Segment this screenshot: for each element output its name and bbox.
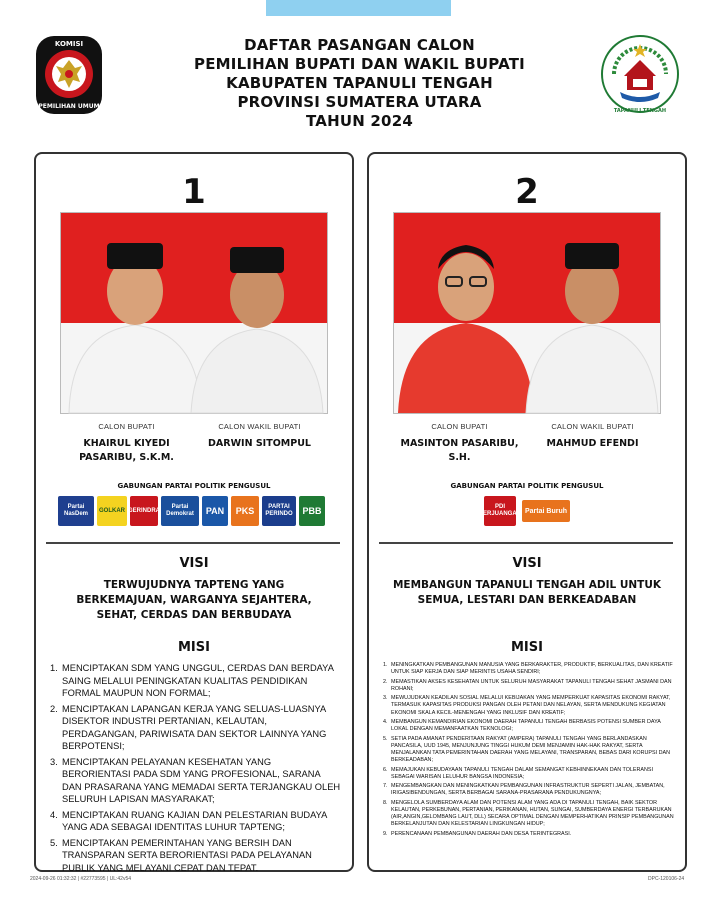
misi-list xyxy=(50,662,342,877)
visi-line-2: SEMUA, LESTARI DAN BERKEADABAN xyxy=(417,594,637,606)
misi-item-text: MENCIPTAKAN PEMERINTAHAN YANG BERSIH DAN TRANSPARAN SERTA BERORIENTASI PADA PELAYANAN PUBLIK YANG MELAYANI CEPAT DAN TEPAT. xyxy=(62,837,312,873)
bupati-role: CALON BUPATI xyxy=(431,422,488,431)
misi-title: MISI xyxy=(511,640,543,655)
page-header xyxy=(0,36,719,131)
visi-line-1: TERWUJUDNYA TAPTENG YANG xyxy=(103,579,285,591)
wakil-role: CALON WAKIL BUPATI xyxy=(218,422,301,431)
party-logos xyxy=(391,496,663,526)
misi-item-text: MENINGKATKAN PEMBANGUNAN MANUSIA YANG BERKARAKTER, PRODUKTIF, BERKUALITAS, DAN KREATIF UNTUK SIAP KERJA DAN SIAP MERINTIS USAHA SENDIRI; xyxy=(391,662,673,676)
header-line-3: KABUPATEN TAPANULI TENGAH xyxy=(226,74,493,92)
header-line-2: PEMILIHAN BUPATI DAN WAKIL BUPATI xyxy=(194,55,525,73)
candidate-number: 1 xyxy=(182,172,206,212)
party-logo-pan: PAN xyxy=(202,496,228,526)
misi-item-number: 1. xyxy=(50,663,58,673)
misi-item-text: PERENCANAAN PEMBANGUNAN DAERAH DAN DESA TERINTEGRASI. xyxy=(391,830,572,837)
party-logo-nasdem: Partai NasDem xyxy=(58,496,94,526)
misi-list xyxy=(383,662,675,840)
party-logo-perindo: PARTAI PERINDO xyxy=(262,496,296,526)
misi-item-number: 4. xyxy=(50,809,58,820)
wakil-name xyxy=(193,437,326,451)
candidate-number: 2 xyxy=(515,172,539,212)
section-divider xyxy=(46,542,340,544)
party-logo-pks: PKS xyxy=(231,496,259,526)
candidate-photo xyxy=(60,212,328,414)
candidate-card-2 xyxy=(367,152,687,872)
visi-line-1: MEMBANGUN TAPANULI TENGAH ADIL UNTUK xyxy=(392,579,662,591)
misi-item xyxy=(50,756,342,806)
wakil-column xyxy=(526,422,659,465)
footer-left-code: 2024-09-26 01:32:32 | #22773595 | UL:42v54 xyxy=(30,876,132,882)
misi-item-text: MEMAJUKAN KEBUDAYAAN TAPANULI TENGAH DALAM SEMANGAT KEBHINNEKAAN DAN TOLERANSI SEBAGAI WARISAN LELUHUR BANGSA INDONESIA; xyxy=(391,766,654,780)
candidate-names xyxy=(60,422,326,465)
misi-item xyxy=(50,837,342,875)
misi-item-number: 9. xyxy=(383,830,388,837)
visi-title: VISI xyxy=(179,556,209,571)
party-logo-buruh: Partai Buruh xyxy=(522,500,570,522)
misi-item xyxy=(383,695,675,717)
misi-item xyxy=(383,736,675,765)
misi-item-number: 5. xyxy=(383,735,388,742)
misi-item-text: MENGEMBANGKAN DAN MENINGKATKAN PEMBANGUNAN INFRASTRUKTUR SEPERTI JALAN, JEMBATAN, IRIGASIBENDUNGAN, SERTA BERBAGAI SARANA-PRASARANA PENDUKUNGNYA; xyxy=(391,783,665,797)
section-divider xyxy=(379,542,673,544)
misi-item-text: MENCIPTAKAN SDM YANG UNGGUL, CERDAS DAN BERDAYA SAING MELALUI PENINGKATAN KUALITAS PENDIDIKAN FORMAL MAUPUN NON FORMAL; xyxy=(62,663,334,698)
bupati-name-line-2: S.H. xyxy=(448,452,471,463)
candidate-card-1 xyxy=(34,152,354,872)
bupati-name xyxy=(393,437,526,465)
visi-line-3: SEHAT, CERDAS DAN BERBUDAYA xyxy=(96,609,292,621)
bupati-name-line-1: KHAIRUL KIYEDI xyxy=(83,438,170,449)
misi-item xyxy=(383,662,675,676)
party-logo-gerindra: GERINDRA xyxy=(130,496,158,526)
header-line-4: PROVINSI SUMATERA UTARA xyxy=(237,93,482,111)
wakil-name xyxy=(526,437,659,451)
visi-title: VISI xyxy=(512,556,542,571)
misi-item-number: 3. xyxy=(383,695,388,702)
misi-item-number: 6. xyxy=(383,766,388,773)
misi-item xyxy=(383,767,675,781)
bupati-column xyxy=(60,422,193,465)
party-logos xyxy=(58,496,330,526)
misi-item-text: MENGELOLA SUMBERDAYA ALAM DAN POTENSI ALAM YANG ADA DI TAPANULI TENGAH, BAIK SEKTOR KELAUTAN, PERKEBUNAN, PERTANIAN, PERIKANAN, HUTAN, SUNGAI, SUMBERDAYA ENERGI TERBARUKAN (AIR,ANGIN,GELOMBANG LAUT, DLL) SECARA OPTIMAL DENGAN MEMPERHATIKAN PRINSIP PEMBANGUNAN BERKELANJUTAN DAN KELESTARIAN LINGKUNGAN HIDUP; xyxy=(391,799,674,828)
misi-item-text: MEMBANGUN KEMANDIRIAN EKONOMI DAERAH TAPANULI TENGAH BERBASIS POTENSI SUMBER DAYA LOKAL DENGAN MEMANFAATKAN TEKNOLOGI; xyxy=(391,718,661,733)
wakil-column xyxy=(193,422,326,465)
top-color-bar xyxy=(266,0,451,16)
header-line-5: TAHUN 2024 xyxy=(306,112,413,130)
bupati-name-line-1: MASINTON PASARIBU, xyxy=(400,438,519,449)
visi-text xyxy=(391,578,663,608)
misi-item xyxy=(383,679,675,693)
misi-item-number: 4. xyxy=(383,718,388,725)
misi-item xyxy=(383,783,675,797)
candidate-names xyxy=(393,422,659,465)
misi-item-text: MENCIPTAKAN LAPANGAN KERJA YANG SELUAS-LUASNYA DISEKTOR INDUSTRI PERTANIAN, KELAUTAN, PERDAGANGAN, PARIWISATA DAN SEKTOR LAINNYA YANG BERPOTENSI; xyxy=(62,703,327,751)
kpu-logo-bottom-text: PEMILIHAN UMUM xyxy=(38,103,100,110)
header-line-1: DAFTAR PASANGAN CALON xyxy=(244,36,475,54)
coalition-label: GABUNGAN PARTAI POLITIK PENGUSUL xyxy=(450,482,604,490)
bupati-column xyxy=(393,422,526,465)
wakil-role: CALON WAKIL BUPATI xyxy=(551,422,634,431)
misi-item xyxy=(50,703,342,753)
misi-item-number: 8. xyxy=(383,799,388,806)
misi-item xyxy=(50,809,342,834)
misi-item-text: MEWUJUDKAN KEADILAN SOSIAL MELALUI KEBIJAKAN YANG MEMPERKUAT KAPASITAS EKONOMI RAKYAT, TERMASUK KAPASITAS PRODUKSI PANGAN OLEH PETANI DAN NELAYAN, SERTA MENDUKUNG KEGIATAN EKONOMI SKALA KECIL-MENENGAH YANG INKLUSIF DAN KREATIF; xyxy=(391,695,671,716)
misi-item xyxy=(50,662,342,700)
misi-item-number: 1. xyxy=(383,662,388,668)
misi-item xyxy=(383,800,675,829)
misi-item-text: MENCIPTAKAN RUANG KAJIAN DAN PELESTARIAN BUDAYA YANG ADA SEBAGAI IDENTITAS LUHUR TAPTENG; xyxy=(62,809,327,832)
wakil-name-line-1: MAHMUD EFENDI xyxy=(546,438,639,449)
misi-item xyxy=(383,719,675,733)
misi-item-number: 7. xyxy=(383,783,388,790)
misi-item-text: SETIA PADA AMANAT PENDERITAAN RAKYAT (AMPERA) TAPANULI TENGAH YANG BERLANDASKAN PANCASILA, UUD 1945, MENJUNJUNG TINGGI HUKUM DEMI MENJAMIN HAK-HAK RAKYAT, SERTA MENJALANKAN TATA PEMERINTAHAN DAERAH YANG MELAYANI, TRANSPARAN, BEBAS DARI KORUPSI DAN BERKEADABAN; xyxy=(391,735,670,764)
regency-logo-ribbon: TAPANULI TENGAH xyxy=(613,108,667,114)
party-logo-demokrat: Partai Demokrat xyxy=(161,496,199,526)
visi-line-2: BERKEMAJUAN, WARGANYA SEJAHTERA, xyxy=(76,594,312,606)
kpu-logo-top-text: KOMISI xyxy=(54,40,84,48)
misi-item xyxy=(383,831,675,838)
party-logo-pbb: PBB xyxy=(299,496,325,526)
party-logo-golkar: GOLKAR xyxy=(97,496,127,526)
footer-right-code: DPC-120106-24 xyxy=(648,876,685,882)
party-logo-pdip: PDI PERJUANGAN xyxy=(484,496,516,526)
candidate-photo xyxy=(393,212,661,414)
misi-item-text: MEMASTIKAN AKSES KESEHATAN UNTUK SELURUH MASYARAKAT TAPANULI TENGAH SEHAT JASMANI DAN ROHANI; xyxy=(391,678,672,692)
misi-item-number: 2. xyxy=(383,678,388,685)
misi-item-text: MENCIPTAKAN PELAYANAN KESEHATAN YANG BERORIENTASI PADA SDM YANG PROFESIONAL, SARANA DAN PRASARANA YANG MEMADAI SERTA TERJANGKAU OLEH SELURUH LAPISAN MASYARAKAT; xyxy=(62,756,341,804)
misi-item-number: 3. xyxy=(50,756,58,767)
bupati-role: CALON BUPATI xyxy=(98,422,155,431)
bupati-name xyxy=(60,437,193,465)
bupati-name-line-2: PASARIBU, S.K.M. xyxy=(79,452,174,463)
misi-item-number: 2. xyxy=(50,703,58,714)
visi-text xyxy=(58,578,330,623)
wakil-name-line-1: DARWIN SITOMPUL xyxy=(208,438,311,449)
misi-title: MISI xyxy=(178,640,210,655)
coalition-label: GABUNGAN PARTAI POLITIK PENGUSUL xyxy=(117,482,271,490)
misi-item-number: 5. xyxy=(50,837,58,848)
